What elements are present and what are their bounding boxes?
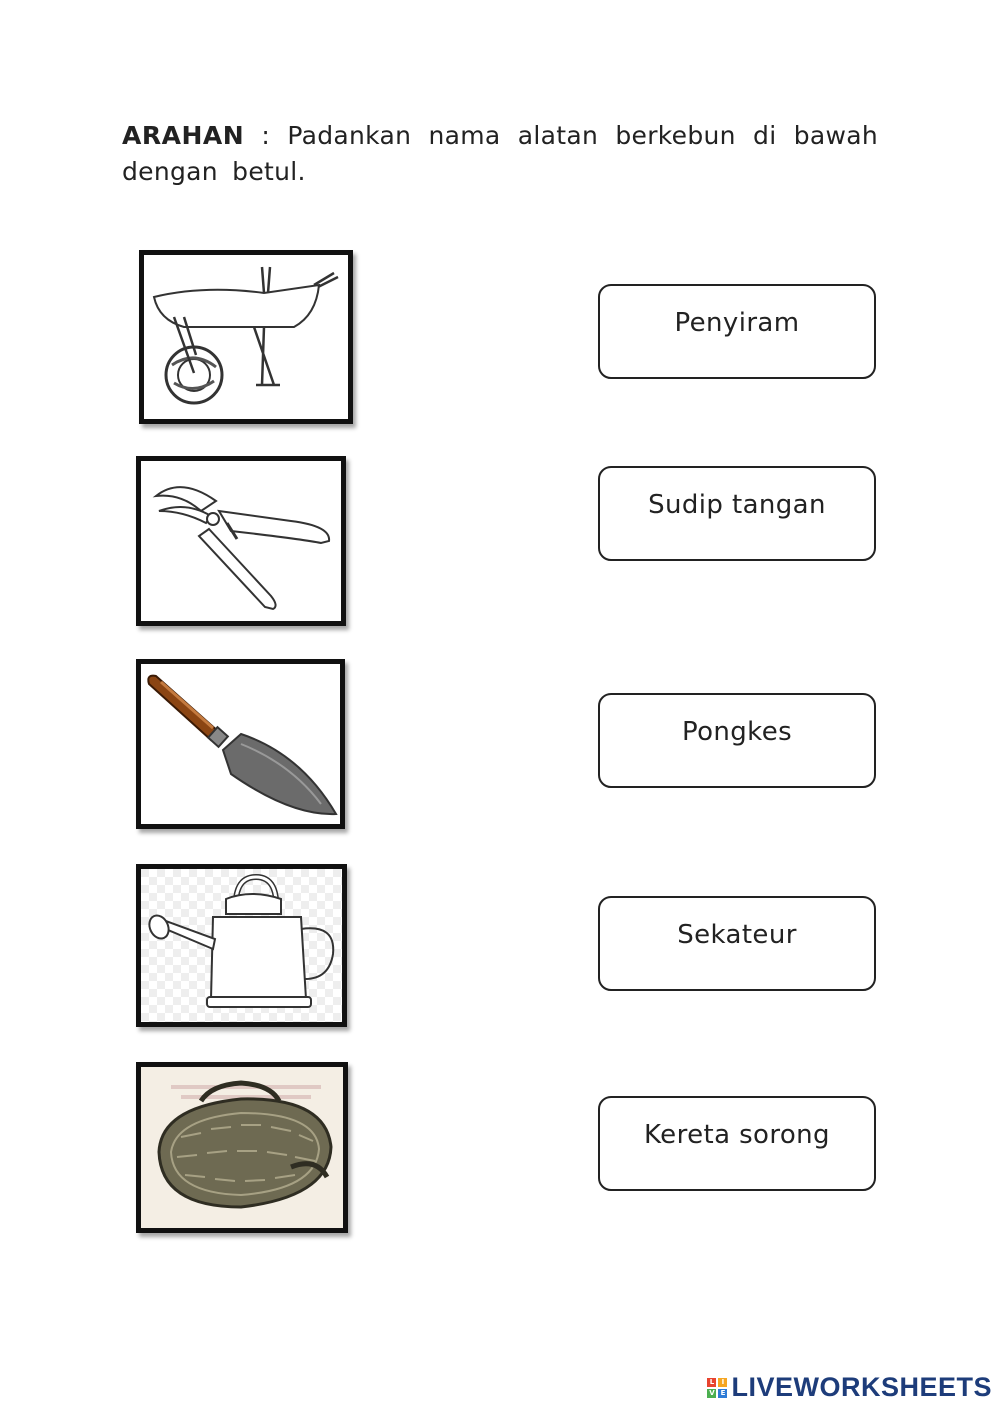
instruction [122,118,878,190]
brand-name: LIVEWORKSHEETS [731,1372,992,1402]
logo-letter: V [709,1388,715,1397]
logo-mark-icon [707,1378,727,1398]
picture-secateurs [136,456,346,626]
picture-watering-can [136,864,347,1027]
wheelbarrow-icon [144,255,348,419]
picture-hand-trowel [136,659,345,829]
logo-letter: L [707,1378,716,1387]
hand-trowel-icon [141,664,340,824]
option-sekateur[interactable]: Sekateur [598,896,876,991]
watering-can-icon [141,869,342,1022]
picture-wheelbarrow [139,250,353,424]
option-kereta-sorong[interactable]: Kereta sorong [598,1096,876,1191]
secateurs-icon [141,461,341,621]
instruction-text: : Padankan nama alatan berkebun di bawah dengan betul. [122,121,878,186]
instruction-label: ARAHAN [122,121,245,150]
option-pongkes[interactable]: Pongkes [598,693,876,788]
liveworksheets-logo [707,1372,992,1403]
logo-letter: I [718,1378,727,1387]
logo-letter: E [718,1389,727,1398]
picture-basket [136,1062,348,1233]
option-sudip-tangan[interactable]: Sudip tangan [598,466,876,561]
basket-icon [141,1067,343,1228]
option-penyiram[interactable]: Penyiram [598,284,876,379]
